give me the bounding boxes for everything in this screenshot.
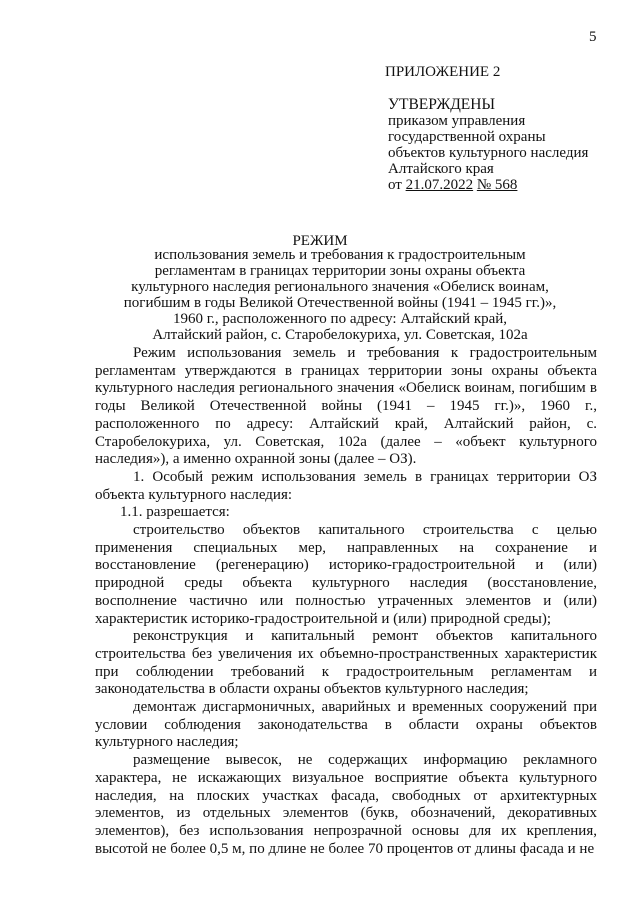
subtitle-line: Алтайский район, с. Старобелокуриха, ул. Советская, 102а bbox=[152, 327, 528, 343]
paragraph-reconstruction: реконструкция и капитальный ремонт объектов капитального строительства без увеличения их объемно-пространственных характеристик при соблюдении требований к градостроительным регламентам и законодательства в области охраны объектов культурного наследия; bbox=[95, 628, 597, 698]
approval-line: Алтайского края bbox=[388, 161, 494, 177]
subtitle-line: использования земель и требования к градостроительным bbox=[154, 247, 526, 263]
approval-line: объектов культурного наследия bbox=[388, 145, 589, 161]
subtitle-line: 1960 г., расположенного по адресу: Алтайский край, bbox=[172, 311, 508, 327]
approval-heading: УТВЕРЖДЕНЫ bbox=[388, 96, 495, 113]
approval-line: приказом управления bbox=[388, 113, 526, 129]
approval-date: 21.07.2022 bbox=[405, 177, 474, 193]
paragraph-intro: Режим использования земель и требования к градостроительным регламентам утверждаются в границах территории зоны охраны объекта культурного наследия регионального значения «Обелиск воинам, погибшим в годы Великой Отечественной войны (1941 – 1945 гг.)», 1960 г., расположенного по адресу: Алтайский край, Алтайский район, с. Старобелокуриха, ул. Советская, 102а (далее – «объект культурного наследия»), а именно охранной зоны (далее – ОЗ). bbox=[95, 345, 597, 468]
approval-number: № 568 bbox=[476, 177, 518, 193]
document-body bbox=[95, 345, 597, 858]
document-title: РЕЖИМ bbox=[292, 233, 348, 249]
paragraph-section-1: 1. Особый режим использования земель в границах территории ОЗ объекта культурного наследия: bbox=[95, 468, 597, 503]
page-number: 5 bbox=[589, 29, 597, 45]
subtitle-line: культурного наследия регионального значения «Обелиск воинам, bbox=[131, 279, 549, 295]
subtitle-line: регламентам в границах территории зоны охраны объекта bbox=[154, 263, 526, 279]
paragraph-section-1-1: 1.1. разрешается: bbox=[120, 504, 230, 521]
paragraph-signage: размещение вывесок, не содержащих информацию рекламного характера, не искажающих визуальное восприятие объекта культурного наследия, на плоских участках фасада, свободных от архитектурных элементов, из отдельных элементов (букв, обозначений, декоративных элементов), без использования непрозрачной основы для их крепления, высотой не более 0,5 м, по длине не более 70 процентов от длины фасада и не bbox=[95, 752, 597, 857]
paragraph-construction: строительство объектов капитального строительства с целью применения специальных мер, направленных на сохранение и восстановление (регенерацию) историко-градостроительной и (или) природной среды объекта культурного наследия (восстановление, восполнение частично или полностью утраченных элементов и (или) характеристик историко-градостроительной и (или) природной среды); bbox=[95, 522, 597, 627]
appendix-heading: ПРИЛОЖЕНИЕ 2 bbox=[385, 64, 501, 80]
date-prefix: от bbox=[388, 177, 402, 193]
paragraph-demolition: демонтаж дисгармоничных, аварийных и временных сооружений при условии соблюдения законодательства в области охраны объектов культурного наследия; bbox=[95, 699, 597, 751]
document-subtitle bbox=[120, 247, 560, 343]
approval-line: государственной охраны bbox=[388, 129, 546, 145]
approval-date-line bbox=[388, 177, 588, 193]
approval-block bbox=[388, 97, 588, 193]
subtitle-line: погибшим в годы Великой Отечественной войны (1941 – 1945 гг.)», bbox=[123, 295, 557, 311]
